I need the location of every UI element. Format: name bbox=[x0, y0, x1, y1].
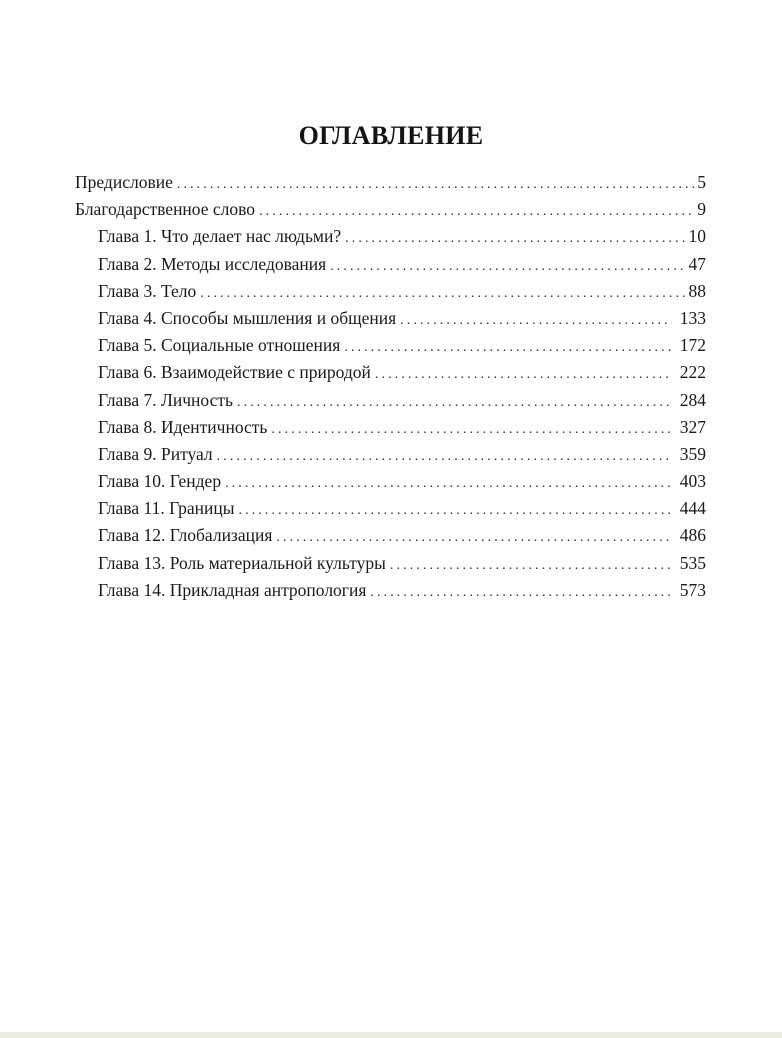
toc-leader-dots bbox=[345, 227, 686, 251]
toc-entry-page: 327 bbox=[679, 416, 706, 437]
toc-entry-page: 5 bbox=[697, 172, 706, 192]
toc-leader-dots bbox=[200, 282, 686, 306]
toc-entry-chapter-11 bbox=[75, 496, 706, 523]
toc-entry-page: 359 bbox=[679, 443, 706, 464]
toc-entry-page: 9 bbox=[697, 199, 706, 220]
toc-entry-chapter-2 bbox=[75, 252, 706, 279]
toc-leader-dots bbox=[330, 255, 686, 279]
toc-entry-chapter-5 bbox=[75, 333, 706, 360]
toc-entry-chapter-13 bbox=[75, 551, 706, 578]
toc-entry-page: 47 bbox=[688, 253, 706, 274]
toc-leader-dots bbox=[238, 499, 671, 523]
toc-leader-dots bbox=[375, 363, 672, 387]
toc-leader-dots bbox=[237, 391, 672, 415]
toc-entry-chapter-10 bbox=[75, 469, 706, 496]
toc-entry-label: Глава 11. Границы bbox=[98, 498, 235, 519]
toc-entry-page: 284 bbox=[679, 389, 706, 410]
toc-leader-dots bbox=[225, 472, 672, 496]
toc-entry-page: 133 bbox=[679, 307, 706, 328]
toc-leader-dots bbox=[271, 418, 671, 442]
toc-leader-dots bbox=[177, 173, 695, 197]
toc-entry-label: Предисловие bbox=[75, 172, 173, 192]
toc-entry-acknowledgements bbox=[75, 197, 706, 224]
toc-entry-label: Глава 14. Прикладная антропология bbox=[98, 579, 367, 600]
toc-entry-label: Глава 8. Идентичность bbox=[98, 416, 268, 437]
toc-entry-chapter-7 bbox=[75, 388, 706, 415]
toc-entry-page: 88 bbox=[688, 280, 706, 301]
toc-entry-chapter-14 bbox=[75, 578, 706, 605]
toc-leader-dots bbox=[400, 309, 672, 333]
toc-leader-dots bbox=[370, 581, 671, 605]
toc-entry-preface bbox=[75, 170, 706, 197]
toc-leader-dots bbox=[276, 526, 671, 550]
toc-entry-page: 486 bbox=[679, 525, 706, 546]
toc-entry-label: Глава 1. Что делает нас людьми? bbox=[98, 226, 342, 247]
toc-entry-chapter-3 bbox=[75, 279, 706, 306]
toc-entry-chapter-6 bbox=[75, 360, 706, 387]
toc-entry-label: Глава 10. Гендер bbox=[98, 471, 222, 492]
toc-entry-page: 573 bbox=[679, 579, 706, 600]
toc-entry-chapter-12 bbox=[75, 523, 706, 550]
toc-entry-label: Глава 9. Ритуал bbox=[98, 443, 213, 464]
toc-entry-page: 444 bbox=[679, 498, 706, 519]
toc-entry-label: Глава 7. Личность bbox=[98, 389, 233, 410]
toc-entry-page: 222 bbox=[679, 362, 706, 383]
toc-leader-dots bbox=[217, 445, 672, 469]
toc-entry-label: Глава 12. Глобализация bbox=[98, 525, 273, 546]
toc-leader-dots bbox=[344, 336, 671, 360]
toc-entry-label: Глава 5. Социальные отношения bbox=[98, 335, 341, 356]
toc-entry-label: Глава 2. Методы исследования bbox=[98, 253, 327, 274]
toc-entry-chapter-8 bbox=[75, 415, 706, 442]
table-of-contents bbox=[75, 170, 706, 605]
toc-entry-chapter-9 bbox=[75, 442, 706, 469]
toc-entry-label: Глава 13. Роль материальной культуры bbox=[98, 552, 386, 573]
toc-entry-label: Глава 4. Способы мышления и общения bbox=[98, 307, 397, 328]
toc-entry-chapter-4 bbox=[75, 306, 706, 333]
toc-entry-page: 535 bbox=[679, 552, 706, 573]
toc-leader-dots bbox=[390, 554, 672, 578]
page-bottom-edge bbox=[0, 1032, 782, 1038]
toc-entry-page: 172 bbox=[679, 335, 706, 356]
toc-entry-page: 10 bbox=[688, 226, 706, 247]
toc-entry-label: Глава 6. Взаимодействие с природой bbox=[98, 362, 371, 383]
toc-leader-dots bbox=[259, 200, 695, 224]
toc-entry-chapter-1 bbox=[75, 224, 706, 251]
toc-entry-label: Глава 3. Тело bbox=[98, 280, 197, 301]
toc-entry-page: 403 bbox=[679, 471, 706, 492]
toc-title: ОГЛАВЛЕНИЕ bbox=[298, 121, 484, 150]
toc-entry-label: Благодарственное слово bbox=[75, 199, 256, 220]
